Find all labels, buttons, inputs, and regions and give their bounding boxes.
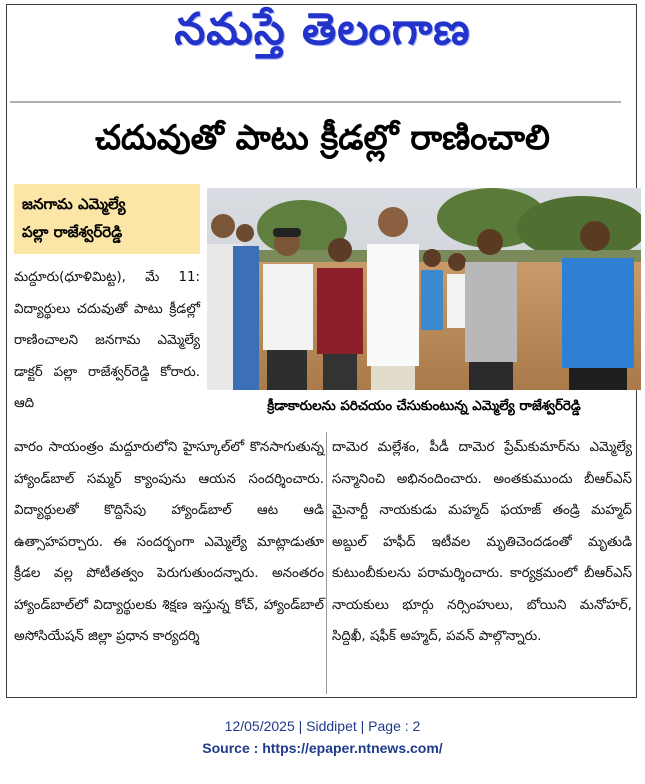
footer-source-line: Source : https://epaper.ntnews.com/ <box>202 740 443 756</box>
photo-illustration <box>207 188 641 390</box>
newspaper-masthead: నమస్తే తెలంగాణ <box>174 4 471 55</box>
masthead-divider <box>10 101 621 103</box>
article-subhead <box>14 184 200 254</box>
article-photo <box>207 188 641 390</box>
photo-caption: క్రీడాకారులను పరిచయం చేసుకుంటున్న ఎమ్మెల్యే రాజేశ్వర్‌రెడ్డి <box>267 399 581 414</box>
article-text-right: దామెర మల్లేశం, పీడీ దామెర ప్రేమ్‌కుమార్‌ను ఎమ్మెల్యే సన్మానించి అభినందించారు. అంతకుముందు బీఆర్‌ఎస్ మైనార్టీ నాయకుడు మహ్మద్ ఫయాజ్ తండ్రి మహ్మద్ అబ్దుల్ హఫీద్ ఇటీవల మృతిచెందడంతో మృతుడి కుటుంబీకులను పరామర్శించారు. కార్యక్రమంలో బీఆర్‌ఎస్ నాయకులు భూర్గు నర్సింహులు, బోయిని మనోహర్, సిద్దిఖీ, షఫీక్ అహ్మద్, పవన్ పాల్గొన్నారు. <box>332 440 632 644</box>
article-text-left-bottom: వారం సాయంత్రం మద్దూరులోని హైస్కూల్‌లో కొనసాగుతున్న హ్యాండ్‌బాల్ సమ్మర్ క్యాంపును ఆయన సందర్శించారు. విద్యార్థులతో కొద్దిసేపు హ్యాండ్‌బాల్ ఆట ఆడి ఉత్సాహపర్చారు. ఈ సందర్భంగా ఎమ్మెల్యే మాట్లాడుతూ క్రీడల వల్ల పోటీతత్వం పెరుగుతుందన్నారు. అనంతరం హ్యాండ్‌బాల్‌లో విద్యార్థులకు శిక్షణ ఇస్తున్న కోచ్, హ్యాండ్‌బాల్ అసోసియేషన్ జిల్లా ప్రధాన కార్యదర్శి <box>14 440 324 644</box>
column-divider <box>326 432 327 694</box>
article-headline: చదువుతో పాటు క్రీడల్లో రాణించాలి <box>95 118 550 158</box>
subhead-line-1: జనగామ ఎమ్మెల్యే <box>22 195 126 213</box>
subhead-line-2: పల్లా రాజేశ్వర్‌రెడ్డి <box>22 223 123 241</box>
footer-date-line: 12/05/2025 | Siddipet | Page : 2 <box>224 718 421 734</box>
article-text-left-top: మద్దూరు(ధూళిమిట్ట), మే 11: విద్యార్థులు చదువుతో పాటు క్రీడల్లో రాణించాలని జనగామ ఎమ్మెల్యే డాక్టర్ పల్లా రాజేశ్వర్‌రెడ్డి కోరారు. ఆది <box>14 270 200 411</box>
